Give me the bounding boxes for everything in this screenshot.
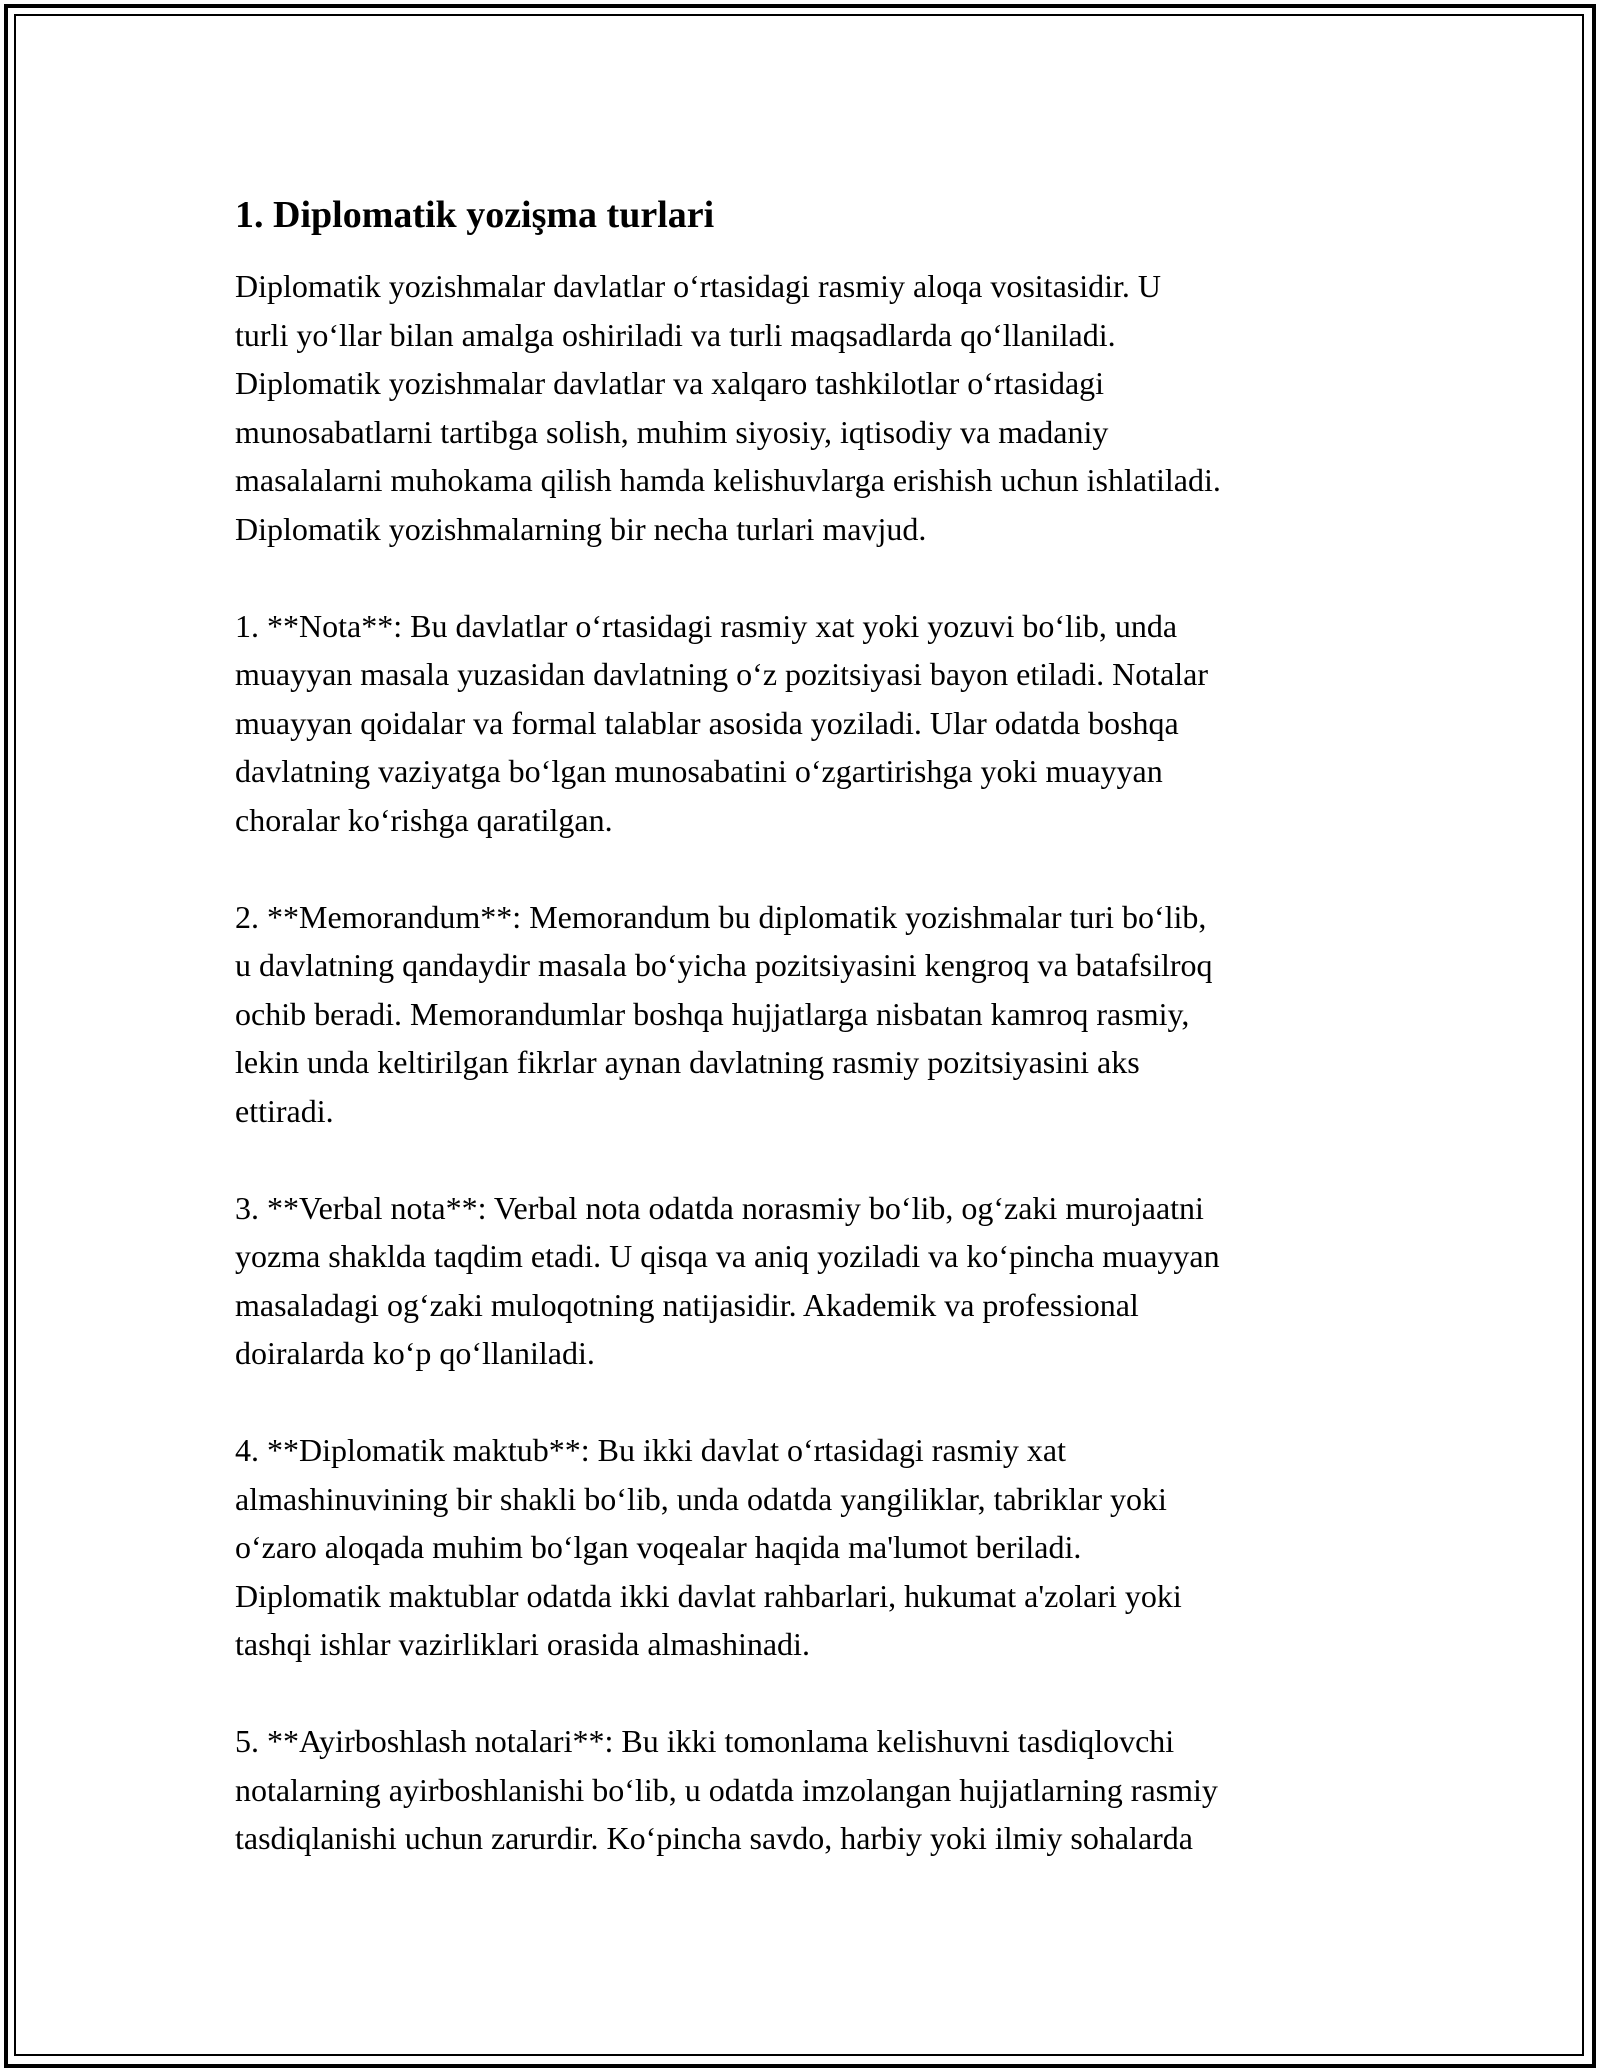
paragraph-spacer <box>235 1378 1375 1427</box>
paragraph-ayirboshlash-notalari: 5. **Ayirboshlash notalari**: Bu ikki tomonlama kelishuvni tasdiqlovchi notalarning ayirboshlanishi bo‘lib, u odatda imzolangan hujjatlarning rasmiy tasdiqlanishi uchun zarurdir. Ko‘pincha savdo, harbiy yoki ilmiy sohalarda <box>235 1723 1218 1856</box>
paragraph-verbal-nota: 3. **Verbal nota**: Verbal nota odatda norasmiy bo‘lib, og‘zaki murojaatni yozma shaklda taqdim etadi. U qisqa va aniq yoziladi va ko‘pincha muayyan masaladagi og‘zaki muloqotning natijasidir. Akademik va professional doiralarda ko‘p qo‘llaniladi. <box>235 1189 1220 1371</box>
document-body <box>235 190 1375 1863</box>
paragraph-nota: 1. **Nota**: Bu davlatlar o‘rtasidagi rasmiy xat yoki yozuvi bo‘lib, unda muayyan masala yuzasidan davlatning o‘z pozitsiyasi bayon etiladi. Notalar muayyan qoidalar va formal talablar asosida yoziladi. Ular odatda boshqa davlatning vaziyatga bo‘lgan munosabatini o‘zgartirishga yoki muayyan choralar ko‘rishga qaratilgan. <box>235 607 1209 838</box>
paragraph-diplomatik-maktub: 4. **Diplomatik maktub**: Bu ikki davlat o‘rtasidagi rasmiy xat almashinuvining bir shakli bo‘lib, unda odatda yangiliklar, tabriklar yoki o‘zaro aloqada muhim bo‘lgan voqealar haqida ma'lumot beriladi. Diplomatik maktublar odatda ikki davlat rahbarlari, hukumat a'zolari yoki tashqi ishlar vazirliklari orasida almashinadi. <box>235 1432 1182 1662</box>
paragraph-memorandum: 2. **Memorandum**: Memorandum bu diplomatik yozishmalar turi bo‘lib, u davlatning qandaydir masala bo‘yicha pozitsiyasini kengroq va batafsilroq ochib beradi. Memorandumlar boshqa hujjatlarga nisbatan kamroq rasmiy, lekin unda keltirilgan fikrlar aynan davlatning rasmiy pozitsiyasini aks ettiradi. <box>235 898 1213 1129</box>
paragraph-spacer <box>235 1669 1375 1718</box>
intro-paragraph: Diplomatik yozishmalar davlatlar o‘rtasidagi rasmiy aloqa vositasidir. U turli yo‘llar bilan amalga oshiriladi va turli maqsadlarda qo‘llaniladi. Diplomatik yozishmalar davlatlar va xalqaro tashkilotlar o‘rtasidagi munosabatlarni tartibga solish, muhim siyosiy, iqtisodiy va madaniy masalalarni muhokama qilish hamda kelishuvlarga erishish uchun ishlatiladi. Diplomatik yozishmalarning bir necha turlari mavjud. <box>235 268 1221 547</box>
section-heading: 1. Diplomatik yozişma turlari <box>235 194 715 236</box>
paragraph-spacer <box>235 553 1375 602</box>
paragraph-spacer <box>235 844 1375 893</box>
paragraph-spacer <box>235 1135 1375 1184</box>
